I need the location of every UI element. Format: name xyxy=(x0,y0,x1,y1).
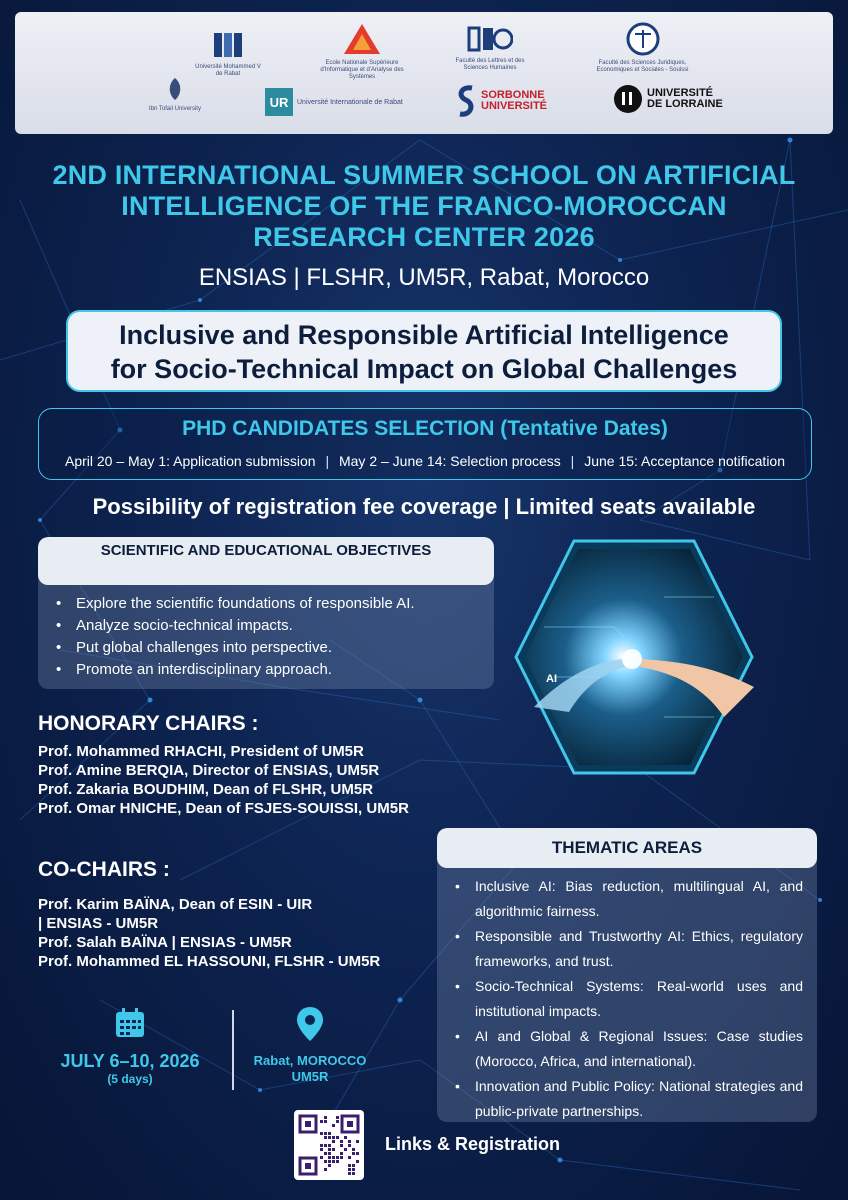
honorary-chairs-heading: HONORARY CHAIRS : xyxy=(38,712,259,735)
calendar-icon xyxy=(113,1006,147,1040)
lorraine-logo-line2: DE LORRAINE xyxy=(647,98,723,110)
thematic-item: • Inclusive AI: Bias reduction, multilingual AI, and algorithmic fairness. xyxy=(455,874,803,924)
co-chair-name: Prof. Mohammed EL HASSOUNI, FLSHR - UM5R xyxy=(38,953,381,970)
honorary-chair-name: Prof. Omar HNICHE, Dean of FSJES-SOUISSI, UM5R xyxy=(38,800,409,817)
thematic-areas-heading: THEMATIC AREAS xyxy=(437,828,817,868)
lorraine-logo xyxy=(613,84,733,114)
uir-logo xyxy=(265,88,435,116)
event-dates-block xyxy=(40,1006,220,1086)
map-pin-icon xyxy=(296,1006,324,1042)
flsh-logo-text: Faculté des Lettres et des Sciences Humaines xyxy=(455,58,525,71)
fee-note: Possibility of registration fee coverage | Limited seats available xyxy=(92,494,756,519)
phd-selection-title: PHD CANDIDATES SELECTION (Tentative Dates) xyxy=(182,417,668,440)
phd-date-separator: | xyxy=(570,453,575,469)
uir-logo-mark: UR xyxy=(265,88,293,116)
links-registration-label[interactable]: Links & Registration xyxy=(385,1134,561,1154)
theme-line-2: for Socio-Technical Impact on Global Challenges xyxy=(110,354,738,384)
theme-line-1: Inclusive and Responsible Artificial Intelligence xyxy=(119,320,729,350)
um5-logo-text: Université Mohammed V de Rabat xyxy=(195,64,261,77)
objectives-box xyxy=(38,537,494,689)
ensias-logo xyxy=(317,22,407,81)
registration-qr-code[interactable] xyxy=(294,1110,364,1180)
phd-date-acceptance: June 15: Acceptance notification xyxy=(584,453,786,469)
event-duration: (5 days) xyxy=(107,1072,153,1086)
ai-image-label: AI xyxy=(546,673,557,685)
co-chair-name: Prof. Karim BAÏNA, Dean of ESIN - UIR xyxy=(38,896,313,913)
uir-logo-text: Université Internationale de Rabat xyxy=(297,98,403,106)
venue-subtitle: ENSIAS | FLSHR, UM5R, Rabat, Morocco xyxy=(198,264,650,291)
thematic-item: • Innovation and Public Policy: National strategies and public-private partnerships. xyxy=(455,1074,803,1122)
um5-logo xyxy=(193,30,263,78)
event-location-block xyxy=(240,1006,380,1085)
objectives-list xyxy=(38,585,494,681)
phd-date-separator: | xyxy=(325,453,330,469)
partner-logo-band xyxy=(15,12,833,134)
title-line-1: 2ND INTERNATIONAL SUMMER SCHOOL ON ARTIFICIAL xyxy=(52,160,796,190)
phd-date-selection: May 2 – June 14: Selection process xyxy=(338,453,561,469)
event-divider xyxy=(232,1010,234,1090)
objective-item: • Explore the scientific foundations of responsible AI. xyxy=(56,593,494,615)
objectives-heading: SCIENTIFIC AND EDUCATIONAL OBJECTIVES xyxy=(38,537,494,585)
honorary-chair-name: Prof. Amine BERQIA, Director of ENSIAS, UM5R xyxy=(38,762,380,779)
honorary-chair-name: Prof. Mohammed RHACHI, President of UM5R xyxy=(38,743,364,760)
thematic-areas-box xyxy=(437,828,817,1122)
co-chair-name: Prof. Salah BAÏNA | ENSIAS - UM5R xyxy=(38,934,292,951)
sorbonne-logo xyxy=(455,84,565,118)
co-chair-name: | ENSIAS - UM5R xyxy=(38,915,159,932)
objective-item: • Promote an interdisciplinary approach. xyxy=(56,659,494,681)
co-chairs-heading: CO-CHAIRS : xyxy=(38,858,170,881)
lorraine-logo-line1: UNIVERSITÉ xyxy=(647,87,714,99)
ibn-tofail-logo xyxy=(140,76,210,113)
event-location-line-2: UM5R xyxy=(291,1069,329,1084)
ensias-logo-text: Ecole Nationale Supérieure d'Informatique et d'Analyse des Systèmes xyxy=(320,60,404,80)
thematic-item: • Socio-Technical Systems: Real-world uses and institutional impacts. xyxy=(455,974,803,1024)
honorary-chairs-list xyxy=(38,742,409,818)
objective-item: • Put global challenges into perspective. xyxy=(56,637,494,659)
page-title xyxy=(20,160,828,253)
title-line-3: RESEARCH CENTER 2026 xyxy=(253,222,595,252)
fsjes-logo-text: Faculté des Sciences Juridiques, Economiques et Sociales - Souissi xyxy=(596,60,689,73)
thematic-areas-list xyxy=(437,868,817,1122)
ai-hand-image xyxy=(514,537,754,777)
event-location-line-1: Rabat, MOROCCO xyxy=(253,1053,367,1068)
theme-box xyxy=(66,310,782,392)
ibn-tofail-logo-text: Ibn Tofail University xyxy=(149,106,201,112)
flsh-logo xyxy=(445,24,535,72)
thematic-item: • AI and Global & Regional Issues: Case studies (Morocco, Africa, and international). xyxy=(455,1024,803,1074)
fsjes-logo xyxy=(595,22,690,74)
phd-selection-box xyxy=(38,408,812,480)
phd-dates-row xyxy=(39,453,811,469)
thematic-item: • Responsible and Trustworthy AI: Ethics, regulatory frameworks, and trust. xyxy=(455,924,803,974)
sorbonne-logo-text: SORBONNE UNIVERSITÉ xyxy=(481,89,548,112)
objective-item: • Analyze socio-technical impacts. xyxy=(56,615,494,637)
co-chairs-list xyxy=(38,895,380,971)
title-line-2: INTELLIGENCE OF THE FRANCO-MOROCCAN xyxy=(121,191,727,221)
event-dates: JULY 6–10, 2026 xyxy=(60,1051,200,1071)
phd-date-application: April 20 – May 1: Application submission xyxy=(64,453,316,469)
honorary-chair-name: Prof. Zakaria BOUDHIM, Dean of FLSHR, UM5R xyxy=(38,781,374,798)
